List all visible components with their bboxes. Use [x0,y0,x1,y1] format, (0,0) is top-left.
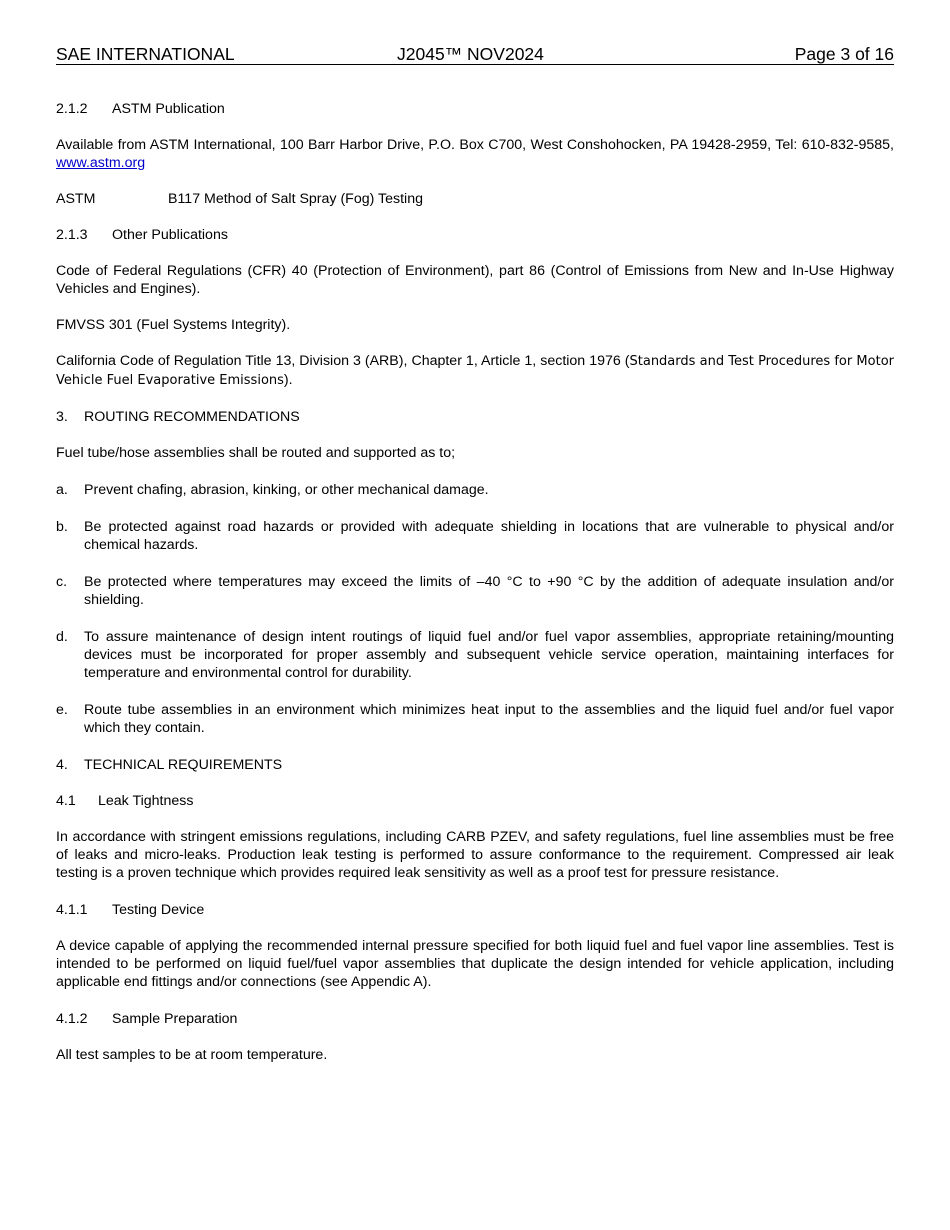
header-document-id: J2045™ NOV2024 [397,44,544,64]
section-number: 4.1.1 [56,902,88,918]
reference-title: B117 Method of Salt Spray (Fog) Testing [168,191,423,207]
section-title: TECHNICAL REQUIREMENTS [84,757,283,773]
list-marker: c. [56,574,68,590]
list-marker: a. [56,482,68,498]
heading-2-1-3 [56,226,894,244]
section-title: ASTM Publication [112,101,225,117]
list-marker: b. [56,519,68,535]
list-marker: d. [56,629,68,645]
list-item-text: Prevent chafing, abrasion, kinking, or other mechanical damage. [84,482,489,498]
list-item-text: Route tube assemblies in an environment which minimizes heat input to the assemblies and the liquid fuel and/or fuel vapor which they contain. [84,702,894,736]
heading-4 [56,756,894,774]
ccr-reference-suffix: ). [283,372,293,388]
section-number: 4.1 [56,793,76,809]
section-number: 4. [56,757,68,773]
astm-availability-paragraph [56,136,894,172]
ccr-reference-title: Standards and Test Procedures for Motor Vehicle Fuel Evaporative Emissions [56,354,894,388]
list-item-text: Be protected against road hazards or provided with adequate shielding in locations that are vulnerable to physical and/or chemical hazards. [84,519,894,553]
routing-list-item-c [56,573,894,609]
cfr-reference-paragraph: Code of Federal Regulations (CFR) 40 (Protection of Environment), part 86 (Control of Emissions from New and In-Use Highway Vehicles and Engines). [56,263,894,297]
section-number: 3. [56,409,68,425]
astm-availability-text: Available from ASTM International, 100 Barr Harbor Drive, P.O. Box C700, West Conshohocken, PA 19428-2959, Tel: 610-832-9585, [56,137,894,153]
list-item-text: Be protected where temperatures may exceed the limits of –40 °C to +90 °C by the addition of adequate insulation and/or shielding. [84,574,894,608]
ccr-reference-prefix: California Code of Regulation Title 13, Division 3 (ARB), Chapter 1, Article 1, section 1976 ( [56,353,630,369]
running-header [56,44,894,65]
routing-list-item-d [56,628,894,682]
heading-2-1-2 [56,100,894,118]
astm-website-link[interactable]: www.astm.org [56,155,146,171]
heading-3 [56,408,894,426]
heading-4-1-1 [56,901,894,919]
heading-4-1 [56,792,894,810]
routing-list-item-e [56,701,894,737]
section-title: Other Publications [112,227,228,243]
section-title: Testing Device [112,902,205,918]
header-organization: SAE INTERNATIONAL [56,44,235,64]
header-page-number: Page 3 of 16 [794,44,894,64]
section-title: Sample Preparation [112,1011,238,1027]
heading-4-1-2 [56,1010,894,1028]
section-title: ROUTING RECOMMENDATIONS [84,409,300,425]
list-item-text: To assure maintenance of design intent routings of liquid fuel and/or fuel vapor assemblies, appropriate retaining/mounting devices must be incorporated for proper assembly and subsequent vehicle service operation, maintaining interfaces for temperature and environmental control for durability. [84,629,894,681]
ccr-reference-paragraph [56,352,894,390]
list-marker: e. [56,702,68,718]
leak-tightness-paragraph: In accordance with stringent emissions regulations, including CARB PZEV, and safety regulations, fuel line assemblies must be free of leaks and micro-leaks. Production leak testing is performed to assure conformance to the requirement. Compressed air leak testing is a proven technique which provides required leak sensitivity as well as a proof test for pressure resistance. [56,829,894,881]
routing-intro-paragraph: Fuel tube/hose assemblies shall be routed and supported as to; [56,445,456,461]
section-number: 2.1.3 [56,227,88,243]
fmvss-reference-paragraph: FMVSS 301 (Fuel Systems Integrity). [56,317,291,333]
section-title: Leak Tightness [98,793,194,809]
reference-code: ASTM [56,191,96,207]
routing-list-item-b [56,518,894,554]
section-number: 2.1.2 [56,101,88,117]
section-number: 4.1.2 [56,1011,88,1027]
routing-list-item-a [56,481,894,499]
document-page [56,44,894,1064]
sample-preparation-paragraph: All test samples to be at room temperature. [56,1047,328,1063]
testing-device-paragraph: A device capable of applying the recommended internal pressure specified for both liquid fuel and fuel vapor line assemblies. Test is intended to be performed on liquid fuel/fuel vapor assemblies that duplicate the design intended for vehicle application, including applicable end fittings and/or connections (see Appendic A). [56,938,894,990]
astm-reference-entry [56,190,894,208]
